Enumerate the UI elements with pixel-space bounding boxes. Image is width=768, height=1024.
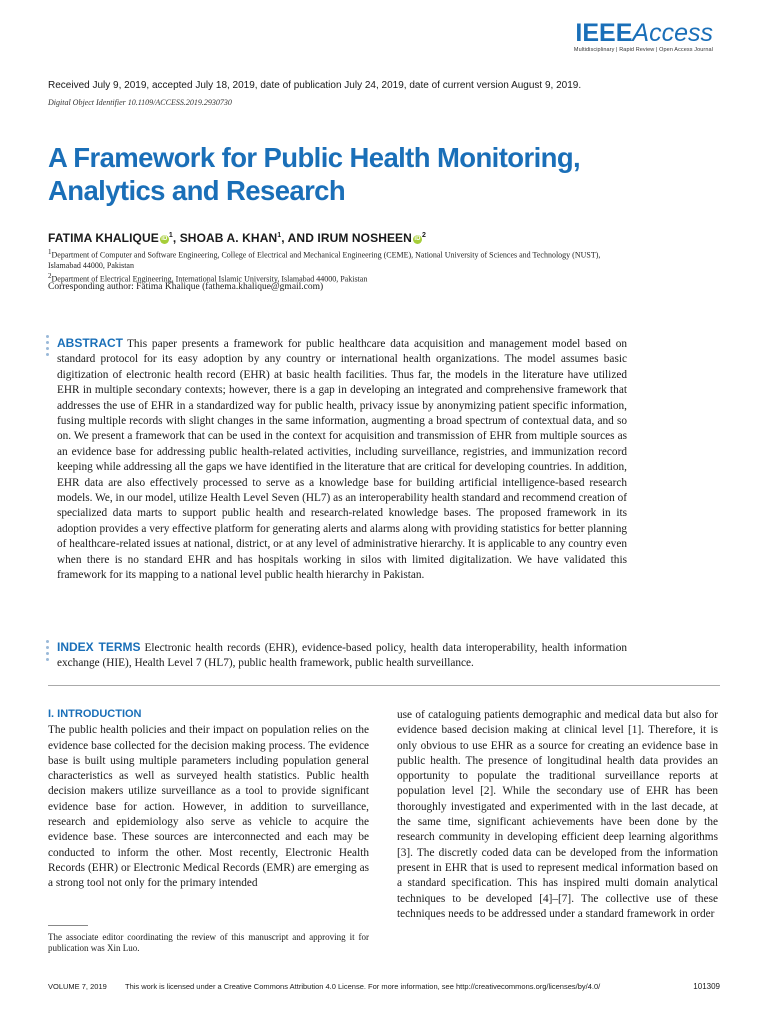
- author-list: [48, 231, 426, 245]
- orcid-icon[interactable]: iD: [161, 236, 168, 242]
- author-3: IRUM NOSHEEN: [317, 231, 412, 245]
- intro-column-2: use of cataloguing patients demographic and medical data but also for evidence based decision making at clinical level [1]. Therefore, it is only obvious to use EHR as a source for creating an evidence base in public health. The presence of longitudinal health data provides an opportunity to populate the traditional surveillance reports at population level [2]. While the secondary use of EHR has been thoroughly investigated and experimented with in the last decade, at the same time, significant achievements have been done by the research community in developing efficient deep learning algorithms [3]. The discretly coded data can be developed from the information present in EHR that is used to represent medical information based on a standard specification. This has inspired multi domain analytical techniques to be developed [4]–[7]. The collective use of these techniques needs to be addressed under a standard framework in order: [397, 709, 718, 920]
- section-divider: [48, 685, 720, 686]
- footer-volume: VOLUME 7, 2019: [48, 982, 107, 991]
- affiliation-1: [48, 247, 608, 271]
- logo-brand: [574, 20, 713, 46]
- affiliations: [48, 247, 608, 284]
- author-2-affil: 1: [277, 232, 282, 239]
- logo-brand-italic: Access: [632, 19, 713, 47]
- corresponding-author: Corresponding author: Fatima Khalique (fathema.khalique@gmail.com): [48, 282, 324, 292]
- index-terms-heading: INDEX TERMS: [57, 640, 141, 654]
- author-2: SHOAB A. KHAN: [179, 231, 278, 245]
- orcid-icon[interactable]: iD: [414, 236, 421, 242]
- author-1-affil: 1: [168, 232, 173, 239]
- affiliation-text: Department of Computer and Software Engineering, College of Electrical and Mechanical Engineering (CEME), National University of Sciences and Technology (NUST), Islamabad 44000, Pakistan: [48, 250, 601, 270]
- abstract-heading: ABSTRACT: [57, 336, 123, 350]
- footnote: The associate editor coordinating the review of this manuscript and approving it for publication was Xin Luo.: [48, 932, 369, 953]
- author-1: FATIMA KHALIQUE: [48, 231, 159, 245]
- intro-heading: I. INTRODUCTION: [48, 708, 142, 720]
- paper-title: A Framework for Public Health Monitoring, Analytics and Research: [48, 142, 581, 206]
- index-terms-text: Electronic health records (EHR), evidence-based policy, health data interoperability, health information exchange (HIE), Health Level 7 (HL7), public health framework, public health surveillance.: [57, 642, 627, 670]
- abstract: [57, 336, 627, 584]
- author-separator: ,: [172, 231, 180, 245]
- abstract-text: This paper presents a framework for public healthcare data acquisition and management model based on standard protocol for its easy adoption by any country or international health organizations. The model assumes basic digitization of electronic health record (EHR) at basic health facilities. Thus far, the models in the literature have utilized EHR in multiple secondary contexts; however, there is a gap in developing an integrated and comprehensive framework that addresses the use of EHR in a standardized way for public health, privacy issue by anonymizing patient specific information, fusing multiple records with slight changes in the same information, augmenting a broad spectrum of contextual data, and so on. We present a framework that can be used in the context for acquisition and transmission of EHR from multiple sources as an evidence base for addressing public health-related activities, including surveillance, registries, and immunization record keeping while addressing all the gaps we have identified in the literature that are critical for developing countries. In addition, EHR data are also effectively processed to serve as a knowledge base for building artificial intelligence-based research models. We, in our model, utilize Health Level Seven (HL7) as an interoperability health standard and recommend creation of specialized data marts to support public health and research-related knowledge bases. The proposed framework in its adoption provides a very effective platform for generating alerts and alarms along with providing statistics for better planning of healthcare-related issues at national, district, or at any level of administrative hierarchy. It is applicable to any country even when there is no standard EHR and has hospitals working in silos with limited digitalization. We have validated this framework for its mapping to a national level public health hierarchy in Pakistan.: [57, 338, 627, 582]
- logo-brand-bold: IEEE: [575, 19, 633, 47]
- affiliation-text: Department of Electrical Engineering, International Islamic University, Islamabad 44000, Pakistan: [51, 274, 368, 284]
- journal-logo: [574, 20, 713, 53]
- footnote-rule: [48, 925, 88, 926]
- doi: Digital Object Identifier 10.1109/ACCESS.2019.2930730: [48, 98, 232, 107]
- affiliation-num: 1: [48, 248, 52, 256]
- author-3-affil: 2: [421, 232, 426, 239]
- abstract-dots-icon: [46, 335, 50, 359]
- affiliation-num: 2: [48, 271, 52, 280]
- intro-column-1: [48, 707, 369, 892]
- logo-tagline: Multidisciplinary | Rapid Review | Open Access Journal: [573, 47, 713, 53]
- received-dates: Received July 9, 2019, accepted July 18, 2019, date of publication July 24, 2019, date of current version August 9, 2019.: [48, 80, 582, 91]
- intro-text-1: The public health policies and their impact on population relies on the evidence base collected for the decision making process. The evidence base is built using multiple parameters including population general characteristics as well as surveyed health statistics. Public health decision makers utilize surveillance as a tool to provide significant evidence base for action. However, in addition to surveillance, research and epidemiology also serve as vehicle to acquire the evidence base. These sources are interconnected and each may be conducted to inform the other. Most recently, Electronic Health Records (EHR) or Electronic Medical Records (EMR) are emerging as a strong tool not only for the primary intended: [48, 724, 369, 890]
- index-terms: [57, 640, 627, 672]
- page-number: 101309: [693, 982, 720, 991]
- index-terms-dots-icon: [46, 640, 50, 664]
- footer-license[interactable]: This work is licensed under a Creative Commons Attribution 4.0 License. For more information, see http://creativecommons.org/licenses/by/4.0/: [125, 982, 601, 991]
- author-separator: , AND: [281, 231, 318, 245]
